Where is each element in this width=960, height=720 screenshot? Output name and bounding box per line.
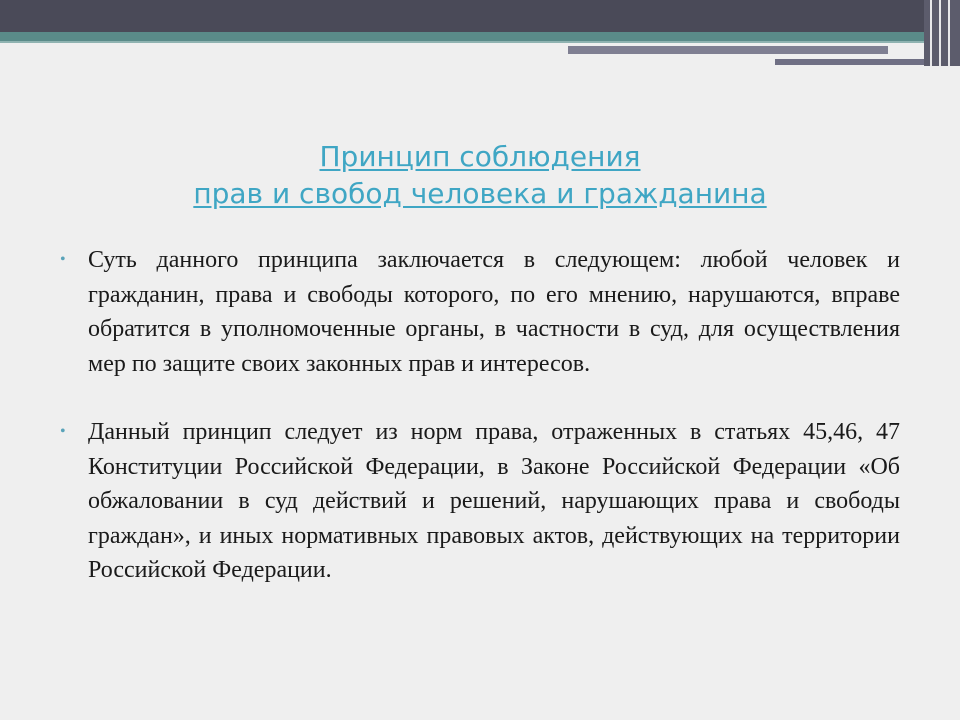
teal-accent-stripe-light [0,41,945,43]
slide-body [58,243,900,622]
bullet-item [58,415,900,588]
teal-accent-stripe [0,32,945,41]
top-decorative-band [0,0,960,32]
slide-title [0,138,960,212]
corner-decoration-line [930,0,932,66]
grey-accent-bar [568,46,888,54]
bullet-text: Суть данного принципа заключается в следующем: любой человек и гражданин, права и свободы которого, по его мнению, нарушаются, вправе обратится в уполномоченные органы, в частности в суд, для осуществления мер по защите своих законных прав и интересов. [88,247,900,377]
slide-title-line-1[interactable]: Принцип соблюдения [319,140,641,173]
grey-accent-bar-small [775,59,945,65]
corner-decoration-line [948,0,950,66]
bullet-item [58,243,900,381]
bullet-dot-icon: • [60,251,66,268]
bullet-dot-icon: • [60,423,66,440]
slide-title-line-2[interactable]: прав и свобод человека и гражданина [193,177,767,210]
bullet-text: Данный принцип следует из норм права, отраженных в статьях 45,46, 47 Конституции Российской Федерации, в Законе Российской Федерации «Об обжаловании в суд действий и решений, нарушающих права и свободы граждан», и иных нормативных правовых актов, действующих на территории Российской Федерации. [88,419,900,583]
corner-decoration-line [939,0,941,66]
